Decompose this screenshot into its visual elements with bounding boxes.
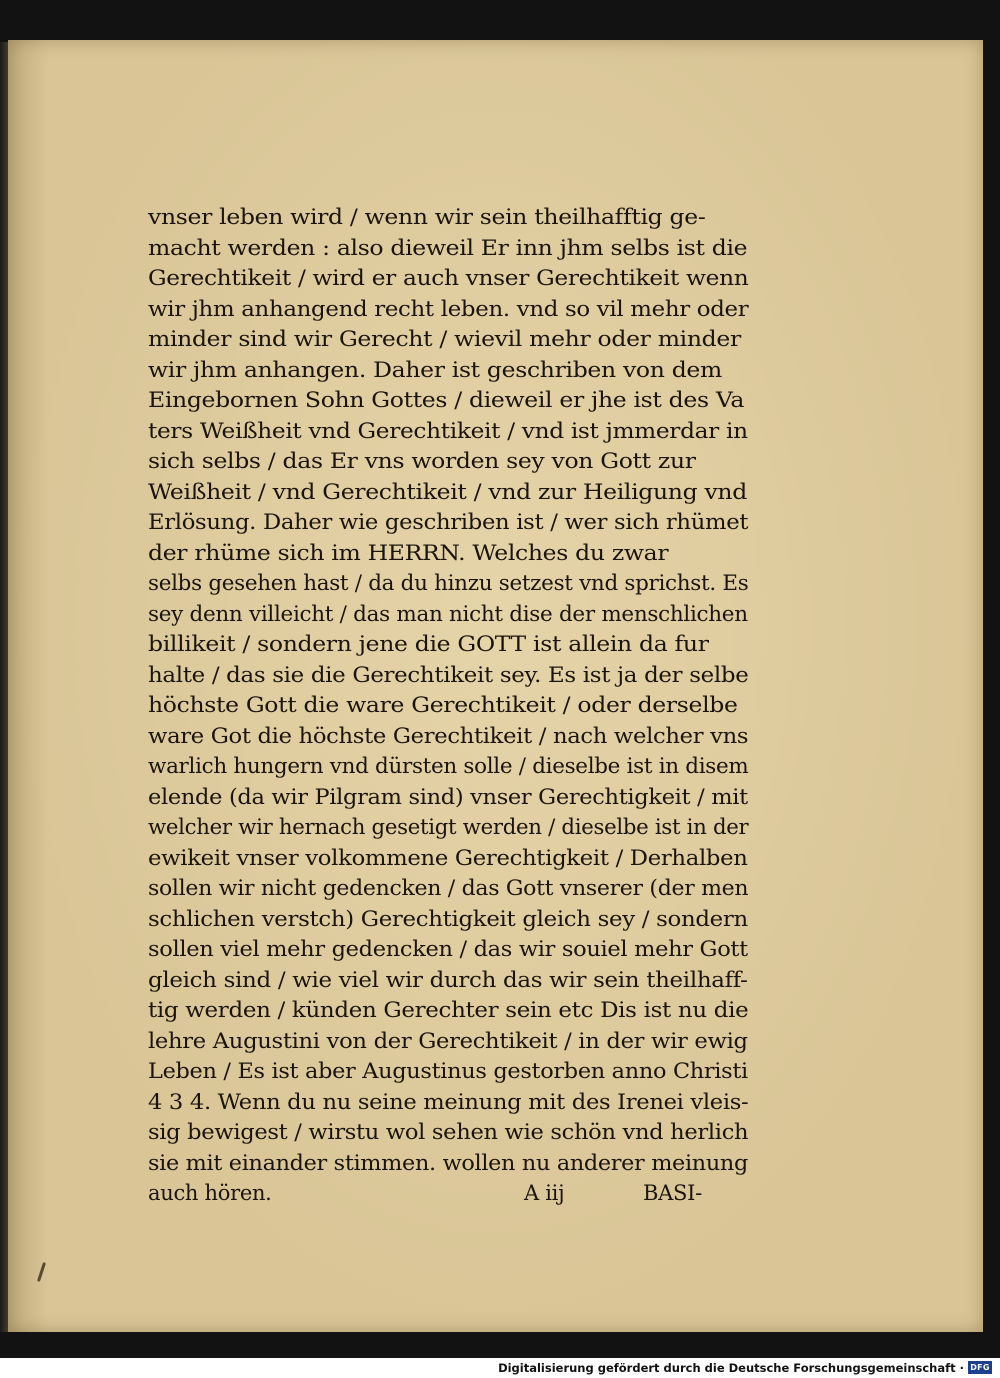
text-line: ware Got die höchste Gerechtikeit / nach welcher vns (148, 723, 749, 748)
page-text-block (148, 202, 748, 1209)
text-line: sie mit einander stimmen. wollen nu anderer meinung (148, 1150, 748, 1175)
text-line: Weißheit / vnd Gerechtikeit / vnd zur Heiligung vnd (148, 479, 747, 504)
text-line: halte / das sie die Gerechtikeit sey. Es ist ja der selbe (148, 662, 749, 687)
text-line: 4 3 4. Wenn du nu seine meinung mit des Irenei vleis- (148, 1089, 749, 1114)
text-line: Eingebornen Sohn Gottes / dieweil er jhe ist des Va (148, 388, 745, 412)
signature-mark: A iij (524, 1181, 565, 1205)
text-line: billikeit / sondern jene die GOTT ist allein da fur (148, 632, 709, 656)
text-line: macht werden : also dieweil Er inn jhm selbs ist die (148, 235, 748, 260)
text-line: sich selbs / das Er vns worden sey von Gott zur (148, 449, 696, 473)
text-line: der rhüme sich im HERRN. Welches du zwar (148, 540, 669, 565)
text-line: tig werden / künden Gerechter sein etc Dis ist nu die (148, 998, 749, 1022)
last-line-text: auch hören. (148, 1181, 272, 1205)
text-line: Gerechtikeit / wird er auch vnser Gerechtikeit wenn (148, 266, 749, 290)
text-line: ewikeit vnser volkommene Gerechtigkeit / Derhalben (148, 845, 748, 870)
text-line: sollen wir nicht gedencken / das Gott vnserer (der men (148, 876, 749, 900)
text-line: schlichen verstch) Gerechtigkeit gleich sey / sondern (148, 906, 748, 931)
text-line: elende (da wir Pilgram sind) vnser Gerechtigkeit / mit (148, 784, 748, 809)
text-line: sey denn villeicht / das man nicht dise der menschlichen (148, 601, 748, 626)
text-line: sollen viel mehr gedencken / das wir souiel mehr Gott (148, 937, 748, 961)
text-line: lehre Augustini von der Gerechtikeit / in der wir ewig (148, 1028, 748, 1053)
text-line: Erlösung. Daher wie geschriben ist / wer sich rhümet (148, 510, 749, 534)
book-page (8, 40, 983, 1332)
text-line: Leben / Es ist aber Augustinus gestorben anno Christi (148, 1059, 748, 1083)
digitization-credit: Digitalisierung gefördert durch die Deutsche Forschungsgemeinschaft · (498, 1361, 964, 1375)
text-line: gleich sind / wie viel wir durch das wir sein theilhaff- (148, 967, 748, 992)
text-line: sig bewigest / wirstu wol sehen wie schön vnd herlich (148, 1120, 749, 1144)
catchword: BASI- (643, 1181, 702, 1205)
text-line: minder sind wir Gerecht / wievil mehr oder minder (148, 327, 741, 351)
text-line: wir jhm anhangend recht leben. vnd so vil mehr oder (148, 296, 749, 321)
text-line: selbs gesehen hast / da du hinzu setzest vnd sprichst. Es (148, 571, 749, 595)
text-line: vnser leben wird / wenn wir sein theilhafftig ge- (148, 205, 706, 229)
text-line: warlich hungern vnd dürsten solle / dieselbe ist in disem (148, 754, 749, 778)
text-line: welcher wir hernach gesetigt werden / dieselbe ist in der (148, 815, 749, 839)
text-line: wir jhm anhangen. Daher ist geschriben von dem (148, 357, 722, 382)
text-line: höchste Gott die ware Gerechtikeit / oder derselbe (148, 693, 738, 717)
text-line: ters Weißheit vnd Gerechtikeit / vnd ist jmmerdar in (148, 418, 748, 443)
last-text-line (148, 1178, 748, 1209)
dfg-logo-icon: DFG (968, 1361, 992, 1374)
